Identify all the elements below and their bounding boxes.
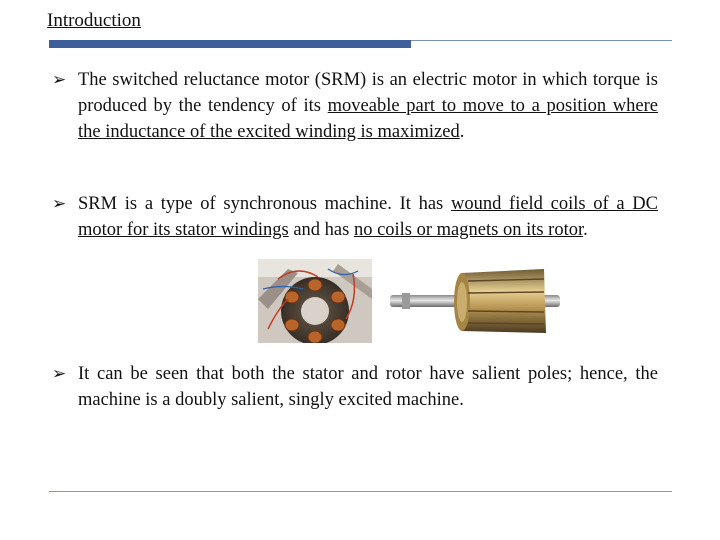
bullet-2-text-part: SRM is a type of synchronous machine. It has <box>78 194 451 214</box>
bullet-2-underlined-text: wound field coils of a DC motor for its stator windings <box>78 194 658 240</box>
rotor-photo <box>388 259 562 343</box>
bullet-2-underlined-text: no coils or magnets on its rotor <box>353 220 584 240</box>
bullet-text-3 <box>78 361 658 413</box>
bullet-item-3 <box>52 361 658 413</box>
arrow-bullet-icon: ➢ <box>52 194 67 214</box>
bullet-text-1 <box>78 67 658 145</box>
bullet-1-text-part: The switched reluctance motor (SRM) is an electric motor in which torque is produced by the tendency of its <box>78 70 658 116</box>
bullet-1-text-part: . <box>459 122 465 142</box>
stator-photo <box>258 259 372 343</box>
bullet-2-text-part: and has <box>288 220 354 240</box>
bullet-2-text-part: . <box>583 220 588 240</box>
bullet-item-2 <box>52 191 658 243</box>
slide-title: Introduction <box>47 10 141 31</box>
footer-rule-line <box>49 491 672 492</box>
title-accent-bar <box>49 40 411 48</box>
title-rule-line <box>411 40 672 41</box>
arrow-bullet-icon: ➢ <box>52 364 67 384</box>
arrow-bullet-icon: ➢ <box>52 70 67 90</box>
bullet-3-text-part: It can be seen that both the stator and rotor have salient poles; hence, the machine is a doubly salient, singly excited machine. <box>78 364 658 410</box>
bullet-1-underlined-text: moveable part to move to a position where the inductance of the excited winding is maximized <box>78 96 658 142</box>
bullet-text-2 <box>78 191 658 243</box>
bullet-item-1 <box>52 67 658 145</box>
